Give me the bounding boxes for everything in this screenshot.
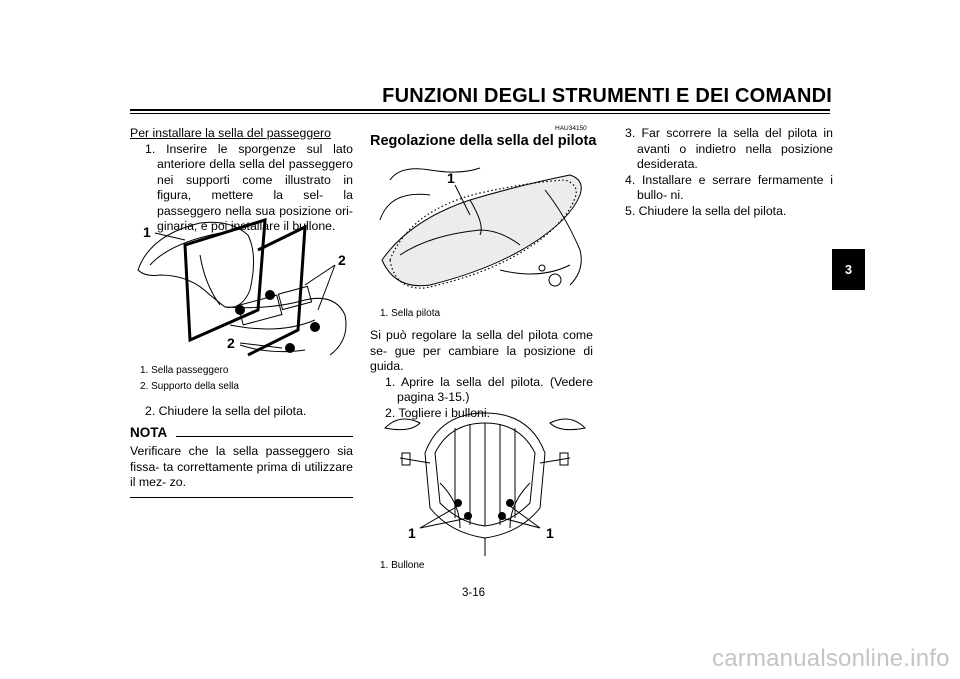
figure-label: 2	[227, 335, 235, 351]
caption-item: 1. Sella passeggero	[140, 365, 229, 376]
figure-caption: 1. Bullone	[380, 560, 425, 571]
step-2: 2. Togliere i bulloni.	[385, 405, 491, 420]
header-rule-thin	[130, 113, 830, 114]
figure-label: 1	[143, 224, 151, 240]
page-title: FUNZIONI DEGLI STRUMENTI E DEI COMANDI	[382, 85, 832, 107]
right-column	[610, 126, 833, 219]
nota-rule	[176, 436, 353, 437]
rider-seat-figure	[370, 160, 595, 300]
nota-bottom-rule	[130, 497, 353, 498]
step-1: 1. Inserire le sporgenze sul lato anteriore della sella del passeggero nei supporti come illustrato in figura, mettere la sel- la passeggero nella sua posizione ori- ginaria, e poi installare il bullone.	[145, 141, 353, 233]
step-2: 2. Chiudere la sella del pilota.	[145, 404, 307, 418]
chapter-tab: 3	[832, 249, 865, 290]
step-5: 5. Chiudere la sella del pilota.	[625, 203, 787, 218]
step-3: 3. Far scorrere la sella del pilota in avanti o indietro nella posizione desiderata.	[625, 126, 833, 171]
watermark: carmanualsonline.info	[712, 645, 950, 672]
nota-text: Verificare che la sella passeggero sia fissa- ta correttamente prima di utilizzare il mez- zo.	[130, 444, 353, 489]
figure-caption: 1. Sella pilota	[380, 308, 441, 319]
step-4: 4. Installare e serrare fermamente i bullo- ni.	[625, 172, 833, 202]
figure-label: 2	[338, 252, 346, 268]
nota-title: NOTA	[130, 425, 168, 440]
nota-box	[130, 425, 353, 498]
page-number: 3-16	[462, 587, 486, 599]
intro-text: Si può regolare la sella del pilota come se- gue per cambiare la posizione di guida.	[370, 328, 593, 373]
figure-captions	[130, 363, 353, 395]
figure-label: 1	[447, 170, 455, 186]
figure-label: 1	[546, 525, 554, 541]
section-heading: Regolazione della sella del pilota	[370, 133, 597, 149]
passenger-seat-figure	[130, 215, 355, 360]
step-1: 1. Aprire la sella del pilota. (Vedere pagina 3-15.)	[385, 374, 593, 404]
header-rule	[130, 109, 830, 111]
figure-label: 1	[408, 525, 416, 541]
section-heading: Per installare la sella del passeggero	[130, 126, 331, 140]
caption-item: 2. Supporto della sella	[140, 381, 239, 392]
doc-code: HAU34150	[555, 125, 587, 132]
seat-bolts-figure	[380, 408, 590, 558]
